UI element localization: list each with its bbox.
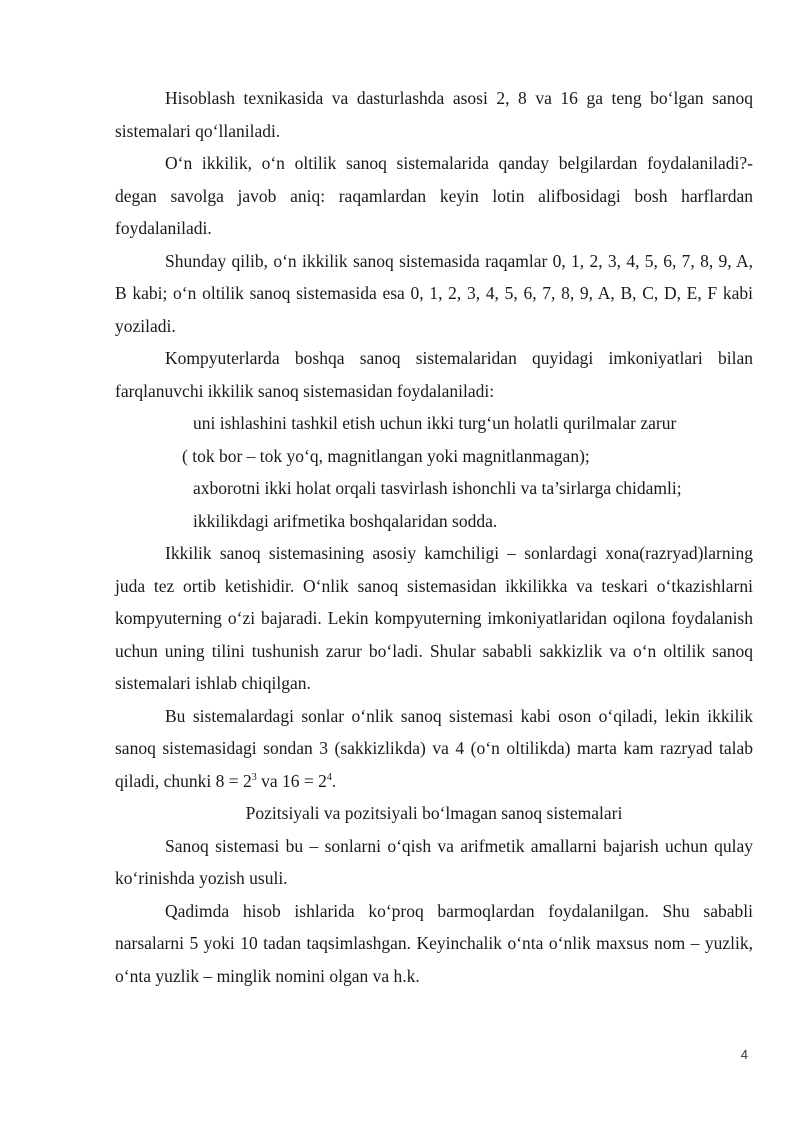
list-item: uni ishlashini tashkil etish uchun ikki turg‘un holatli qurilmalar zarur	[193, 413, 677, 433]
advantages-list	[115, 407, 753, 537]
paragraph-3: Shunday qilib, o‘n ikkilik sanoq sistemasida raqamlar 0, 1, 2, 3, 4, 5, 6, 7, 8, 9, A, B kabi; o‘n oltilik sanoq sistemasida esa 0, 1, 2, 3, 4, 5, 6, 7, 8, 9, A, B, C, D, E, F kabi yoziladi.	[115, 250, 753, 336]
paragraph-6-end: .	[331, 770, 337, 791]
list-item: axborotni ikki holat orqali tasvirlash ishonchli va ta’sirlarga chidamli;	[193, 478, 682, 498]
paragraph-1: Hisoblash texnikasida va dasturlashda asosi 2, 8 va 16 ga teng bo‘lgan sanoq sistemalari qo‘llaniladi.	[115, 88, 753, 141]
section-heading: Pozitsiyali va pozitsiyali bo‘lmagan sanoq sistemalari	[245, 803, 623, 823]
page-number: 4	[740, 1047, 748, 1062]
exponent-4: 4	[326, 771, 332, 783]
paragraph-2: O‘n ikkilik, o‘n oltilik sanoq sistemalarida qanday belgilardan foydalaniladi?- degan savolga javob aniq: raqamlardan keyin lotin alifbosidagi bosh harflardan foydalaniladi.	[115, 153, 753, 238]
paragraph-7: Sanoq sistemasi bu – sonlarni o‘qish va arifmetik amallarni bajarish uchun qulay ko‘rinishda yozish usuli.	[115, 835, 753, 888]
paragraph-6-text-mid: va 16 = 2	[256, 770, 327, 791]
paragraph-6	[115, 700, 753, 798]
paragraph-6-text: Bu sistemalardagi sonlar o‘nlik sanoq sistemasi kabi oson o‘qiladi, lekin ikkilik sanoq sistemasidagi sondan 3 (sakkizlikda) va 4 (o‘n oltilikda) marta kam razryad talab qiladi, chunki 8 = 2	[115, 705, 753, 791]
paragraph-5: Ikkilik sanoq sistemasining asosiy kamchiligi – sonlardagi xona(razryad)larning juda tez ortib ketishidir. O‘nlik sanoq sistemasidan ikkilikka va teskari o‘tkazishlarni kompyuterning o‘zi bajaradi. Lekin kompyuterning imkoniyatlaridan oqilona foydalanish uchun uning tilini tushunish zarur bo‘ladi. Shular sababli sakkizlik va o‘n oltilik sanoq sistemalari ishlab chiqilgan.	[115, 543, 753, 693]
list-item-continuation: ( tok bor – tok yo‘q, magnitlangan yoki magnitlanmagan);	[182, 445, 590, 466]
paragraph-4: Kompyuterlarda boshqa sanoq sistemalaridan quyidagi imkoniyatlari bilan farqlanuvchi ikkilik sanoq sistemasidan foydalaniladi:	[115, 348, 753, 401]
list-item: ikkilikdagi arifmetika boshqalaridan sodda.	[193, 510, 498, 531]
page-body	[115, 82, 753, 992]
paragraph-8: Qadimda hisob ishlarida ko‘proq barmoqlardan foydalanilgan. Shu sababli narsalarni 5 yoki 10 tadan taqsimlashgan. Keyinchalik o‘nta o‘nlik maxsus nom – yuzlik, o‘nta yuzlik – minglik nomini olgan va h.k.	[115, 900, 753, 986]
exponent-3: 3	[251, 771, 257, 783]
